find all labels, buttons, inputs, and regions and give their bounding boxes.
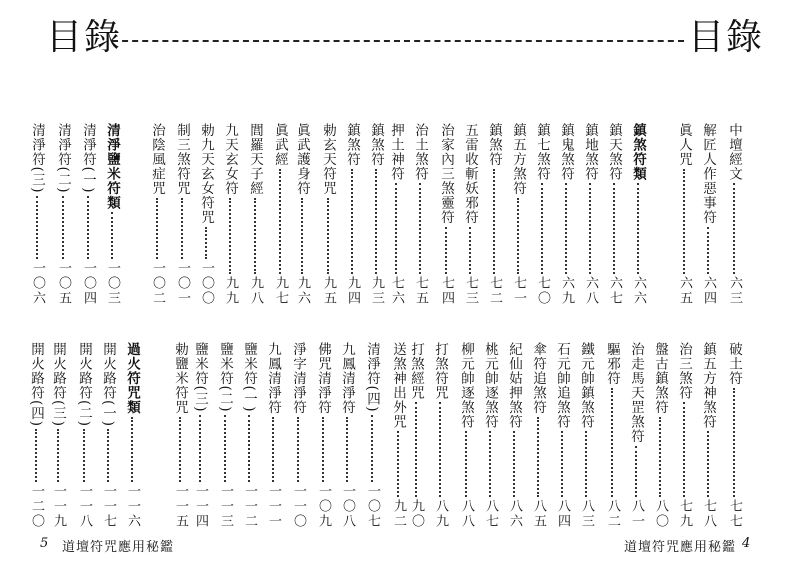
toc-entry-title: 鹽米符(一) — [241, 342, 257, 413]
toc-entry-title: 鎮天煞符 — [606, 123, 622, 181]
toc-entry-title: 九天玄女符 — [222, 123, 238, 196]
toc-entry-page: 一〇九 — [316, 484, 331, 529]
toc-leader-dots — [415, 402, 417, 497]
toc-entry-title: 清淨符(一) — [80, 123, 96, 194]
toc-entry — [628, 123, 648, 306]
toc-leader-dots — [375, 169, 377, 275]
toc-entry-page: 一一八 — [77, 484, 92, 529]
toc-entry — [196, 123, 216, 306]
toc-leader-dots — [181, 198, 183, 260]
toc-leader-dots — [439, 402, 441, 497]
toc-entry-page: 七一 — [511, 276, 526, 306]
toc-entry — [318, 123, 338, 306]
toc-entry-page: 六四 — [701, 276, 716, 306]
toc-entry — [220, 123, 240, 306]
toc-leader-dots — [36, 196, 38, 259]
toc-entry — [239, 342, 259, 529]
toc-leader-dots — [493, 169, 495, 275]
toc-entry-title: 鎮五方神煞符 — [700, 342, 716, 429]
toc-entry-title: 佛咒清淨符 — [315, 342, 331, 415]
toc-entry-title: 清淨符(二) — [55, 123, 71, 194]
toc-entry-page: 一〇〇 — [199, 261, 214, 306]
toc-entry-page: 八〇 — [653, 499, 668, 529]
toc-entry-page: 一一一 — [266, 484, 281, 529]
toc-entry-title: 制三煞符咒 — [174, 123, 190, 196]
toc-entry-title: 治三煞符 — [676, 342, 692, 400]
toc-entry-title: 押土神符 — [388, 123, 404, 181]
toc-entry — [122, 342, 142, 529]
toc-entry-title: 鹽米符(二) — [217, 342, 233, 413]
toc-entry — [552, 342, 572, 529]
toc-entry-page: 八七 — [483, 499, 498, 529]
toc-entry — [147, 123, 167, 306]
toc-entry-page: 一〇七 — [365, 484, 380, 529]
toc-entry — [674, 342, 694, 529]
toc-entry — [102, 123, 122, 306]
toc-entry-page: 一一〇 — [291, 484, 306, 529]
toc-leader-dots — [224, 415, 226, 482]
toc-entry-page: 一一七 — [101, 484, 116, 529]
toc-entry-title: 清淨鹽米符類 — [104, 123, 120, 210]
header-rule-right — [404, 40, 684, 42]
toc-entry-page: 一一五 — [173, 484, 188, 529]
toc-leader-dots — [57, 429, 59, 482]
toc-leader-dots — [327, 198, 329, 275]
toc-leader-dots — [469, 227, 471, 275]
toc-entry — [528, 342, 548, 529]
toc-leader-dots — [346, 417, 348, 483]
toc-entry-title: 治陰風症咒 — [149, 123, 165, 196]
toc-entry — [724, 123, 744, 306]
toc-entry — [313, 342, 333, 529]
page-heading-right: 目錄 — [688, 17, 765, 58]
toc-entry-page: 八九 — [433, 499, 448, 529]
toc-entry-page: 一一三 — [218, 484, 233, 529]
toc-entry-page: 七七 — [727, 499, 742, 529]
toc-leader-dots — [635, 446, 637, 498]
toc-entry-title: 勅鹽米符咒 — [172, 342, 188, 415]
toc-entry-page: 一一四 — [193, 484, 208, 529]
toc-entry-title: 桃元帥逐煞符 — [482, 342, 498, 429]
toc-entry — [342, 123, 362, 306]
toc-leader-dots — [565, 183, 567, 274]
toc-entry-page: 七五 — [413, 276, 428, 306]
toc-entry — [190, 342, 210, 529]
toc-leader-dots — [351, 169, 353, 275]
toc-entry-page: 九八 — [248, 276, 263, 306]
toc-entry — [724, 342, 744, 529]
toc-entry-page: 八八 — [459, 499, 474, 529]
toc-leader-dots — [205, 227, 207, 260]
toc-entry — [650, 342, 670, 529]
toc-entry-page: 七四 — [439, 276, 454, 306]
toc-entry — [602, 342, 622, 529]
toc-entry-title: 眞人咒 — [676, 123, 692, 167]
toc-entry-title: 鎮地煞符 — [582, 123, 598, 181]
toc-entry — [484, 123, 504, 306]
toc-entry-page: 六五 — [677, 276, 692, 306]
toc-entry-title: 傘符追煞符 — [530, 342, 546, 415]
toc-entry-page: 六七 — [607, 276, 622, 306]
toc-entry-page: 六八 — [583, 276, 598, 306]
toc-leader-dots — [83, 429, 85, 482]
toc-entry — [270, 123, 290, 306]
toc-entry-title: 清淨符(四) — [364, 342, 380, 413]
toc-entry-title: 驅邪符 — [604, 342, 620, 386]
toc-entry-title: 開火路符(一) — [100, 342, 116, 428]
toc-entry-title: 打煞經咒 — [408, 342, 424, 400]
toc-leader-dots — [637, 183, 639, 274]
toc-leader-dots — [517, 198, 519, 275]
toc-entry-page: 六三 — [727, 276, 742, 306]
header-rule-left — [112, 40, 400, 42]
toc-leader-dots — [397, 431, 399, 497]
toc-entry-title: 九鳳清淨符 — [339, 342, 355, 415]
toc-leader-dots — [585, 431, 587, 497]
toc-entry — [292, 123, 312, 306]
toc-leader-dots — [179, 417, 181, 483]
toc-entry-page: 六九 — [559, 276, 574, 306]
toc-entry-page: 八二 — [605, 499, 620, 529]
toc-entry — [362, 342, 382, 529]
toc-entry-title: 開火路符(三) — [50, 342, 66, 428]
toc-leader-dots — [561, 431, 563, 497]
toc-entry-title: 清淨符(三) — [29, 123, 45, 194]
toc-entry-title: 石元帥追煞符 — [554, 342, 570, 429]
toc-entry-title: 勅九天玄女符咒 — [198, 123, 214, 225]
toc-entry — [430, 342, 450, 529]
toc-entry-page: 一〇八 — [340, 484, 355, 529]
toc-leader-dots — [254, 198, 256, 275]
toc-entry-page: 九〇 — [409, 499, 424, 529]
toc-leader-dots — [733, 183, 735, 274]
toc-entry — [460, 123, 480, 306]
toc-leader-dots — [322, 417, 324, 483]
toc-entry-page: 一〇四 — [81, 261, 96, 306]
toc-leader-dots — [131, 417, 133, 483]
toc-entry — [27, 123, 47, 306]
footer-page-number-left: 5 — [40, 536, 49, 551]
toc-entry — [263, 342, 283, 529]
toc-entry-page: 七二 — [487, 276, 502, 306]
toc-entry-title: 治土煞符 — [412, 123, 428, 181]
toc-leader-dots — [537, 417, 539, 498]
toc-leader-dots — [489, 431, 491, 497]
toc-leader-dots — [445, 227, 447, 275]
toc-entry-title: 五雷收斬妖邪符 — [462, 123, 478, 225]
toc-entry-title: 治走馬天罡煞符 — [628, 342, 644, 444]
toc-entry-page: 九四 — [345, 276, 360, 306]
toc-entry-title: 鎮煞符 — [368, 123, 384, 167]
toc-entry-title: 送煞神出外咒 — [390, 342, 406, 429]
toc-leader-dots — [301, 198, 303, 275]
toc-entry-title: 中壇經文 — [726, 123, 742, 181]
toc-entry — [388, 342, 408, 529]
toc-entry — [604, 123, 624, 306]
footer-book-title-left: 道壇符咒應用秘鑑 — [62, 540, 175, 555]
toc-leader-dots — [659, 417, 661, 498]
toc-entry-page: 九六 — [295, 276, 310, 306]
toc-entry-title: 鎮五方煞符 — [510, 123, 526, 196]
toc-entry-page: 八六 — [507, 499, 522, 529]
toc-entry-title: 鎮煞符類 — [630, 123, 646, 181]
toc-entry — [556, 123, 576, 306]
toc-entry — [78, 123, 98, 306]
toc-leader-dots — [297, 417, 299, 483]
toc-entry-page: 一〇三 — [105, 261, 120, 306]
toc-entry-page: 七三 — [463, 276, 478, 306]
toc-entry-title: 九鳳清淨符 — [265, 342, 281, 415]
toc-entry-title: 破土符 — [726, 342, 742, 386]
toc-leader-dots — [156, 198, 158, 260]
page-heading-left: 目錄 — [46, 17, 123, 58]
toc-entry — [410, 123, 430, 306]
toc-entry-page: 六六 — [631, 276, 646, 306]
toc-entry — [215, 342, 235, 529]
toc-leader-dots — [371, 415, 373, 482]
toc-entry-page: 八四 — [555, 499, 570, 529]
toc-leader-dots — [707, 431, 709, 497]
toc-entry-page: 一〇五 — [56, 261, 71, 306]
toc-entry-page: 九三 — [369, 276, 384, 306]
toc-entry-page: 七八 — [701, 499, 716, 529]
toc-entry-page: 一〇一 — [175, 261, 190, 306]
toc-entry — [98, 342, 118, 529]
toc-entry-title: 盤古鎮煞符 — [652, 342, 668, 415]
toc-leader-dots — [272, 417, 274, 483]
toc-entry-title: 眞武經 — [272, 123, 288, 167]
toc-entry-title: 鎮七煞符 — [534, 123, 550, 181]
toc-entry — [580, 123, 600, 306]
toc-leader-dots — [613, 183, 615, 274]
toc-entry — [337, 342, 357, 529]
toc-entry-page: 八五 — [531, 499, 546, 529]
toc-entry-title: 鎮煞符 — [486, 123, 502, 167]
toc-entry — [74, 342, 94, 529]
toc-leader-dots — [62, 196, 64, 259]
toc-entry — [436, 123, 456, 306]
toc-entry — [245, 123, 265, 306]
toc-entry-title: 解匠人作惡事符 — [700, 123, 716, 225]
toc-entry-page: 一二〇 — [29, 484, 44, 529]
toc-leader-dots — [111, 212, 113, 259]
toc-leader-dots — [465, 431, 467, 497]
footer-page-number-right: 4 — [742, 536, 751, 551]
toc-entry — [170, 342, 190, 529]
toc-entry — [508, 123, 528, 306]
toc-entry — [480, 342, 500, 529]
toc-entry-title: 開火路符(四) — [28, 342, 44, 428]
toc-entry-page: 八一 — [629, 499, 644, 529]
toc-entry — [532, 123, 552, 306]
toc-entry-title: 過火符咒類 — [124, 342, 140, 415]
toc-entry-page: 七九 — [677, 499, 692, 529]
toc-entry-page: 一一六 — [125, 484, 140, 529]
toc-entry-page: 一一九 — [51, 484, 66, 529]
toc-entry-title: 閭羅天子經 — [247, 123, 263, 196]
toc-entry — [576, 342, 596, 529]
toc-entry-title: 鎮鬼煞符 — [558, 123, 574, 181]
toc-leader-dots — [279, 169, 281, 275]
toc-entry-title: 治家內三煞靈符 — [438, 123, 454, 225]
toc-leader-dots — [733, 388, 735, 498]
toc-entry — [48, 342, 68, 529]
toc-entry — [406, 342, 426, 529]
toc-entry-title: 柳元帥逐煞符 — [458, 342, 474, 429]
toc-entry-page: 七〇 — [535, 276, 550, 306]
toc-entry — [288, 342, 308, 529]
toc-entry-page: 七六 — [389, 276, 404, 306]
toc-entry — [674, 123, 694, 306]
toc-entry-title: 打煞符咒 — [432, 342, 448, 400]
toc-entry — [626, 342, 646, 529]
toc-entry — [26, 342, 46, 529]
toc-entry — [366, 123, 386, 306]
toc-leader-dots — [513, 431, 515, 497]
toc-leader-dots — [589, 183, 591, 274]
toc-leader-dots — [541, 183, 543, 274]
toc-leader-dots — [199, 415, 201, 482]
toc-entry-title: 紀仙姑押煞符 — [506, 342, 522, 429]
toc-entry-title: 淨字清淨符 — [290, 342, 306, 415]
toc-leader-dots — [107, 429, 109, 482]
toc-entry — [698, 123, 718, 306]
toc-entry — [456, 342, 476, 529]
toc-leader-dots — [683, 169, 685, 275]
toc-entry-page: 九九 — [223, 276, 238, 306]
toc-leader-dots — [248, 415, 250, 482]
toc-entry-page: 一〇二 — [150, 261, 165, 306]
toc-leader-dots — [707, 227, 709, 275]
toc-leader-dots — [87, 196, 89, 259]
toc-entry-page: 一一二 — [242, 484, 257, 529]
toc-leader-dots — [35, 429, 37, 482]
toc-entry-title: 開火路符(二) — [76, 342, 92, 428]
toc-entry-title: 眞武護身符 — [294, 123, 310, 196]
toc-entry-title: 勅玄天符咒 — [320, 123, 336, 196]
toc-leader-dots — [395, 183, 397, 274]
toc-entry-page: 八三 — [579, 499, 594, 529]
toc-leader-dots — [419, 183, 421, 274]
toc-entry-page: 九二 — [391, 499, 406, 529]
toc-entry — [172, 123, 192, 306]
toc-entry-page: 一〇六 — [30, 261, 45, 306]
toc-entry-title: 鎮煞符 — [344, 123, 360, 167]
toc-entry-title: 鐵元帥鎮煞符 — [578, 342, 594, 429]
toc-leader-dots — [683, 402, 685, 497]
toc-entry — [386, 123, 406, 306]
toc-entry-title: 鹽米符(三) — [192, 342, 208, 413]
toc-entry-page: 九七 — [273, 276, 288, 306]
toc-entry — [698, 342, 718, 529]
toc-entry — [504, 342, 524, 529]
footer-book-title-right: 道壇符咒應用秘鑑 — [624, 540, 737, 555]
toc-entry-page: 九五 — [321, 276, 336, 306]
toc-leader-dots — [229, 198, 231, 275]
toc-entry — [53, 123, 73, 306]
toc-leader-dots — [611, 388, 613, 498]
